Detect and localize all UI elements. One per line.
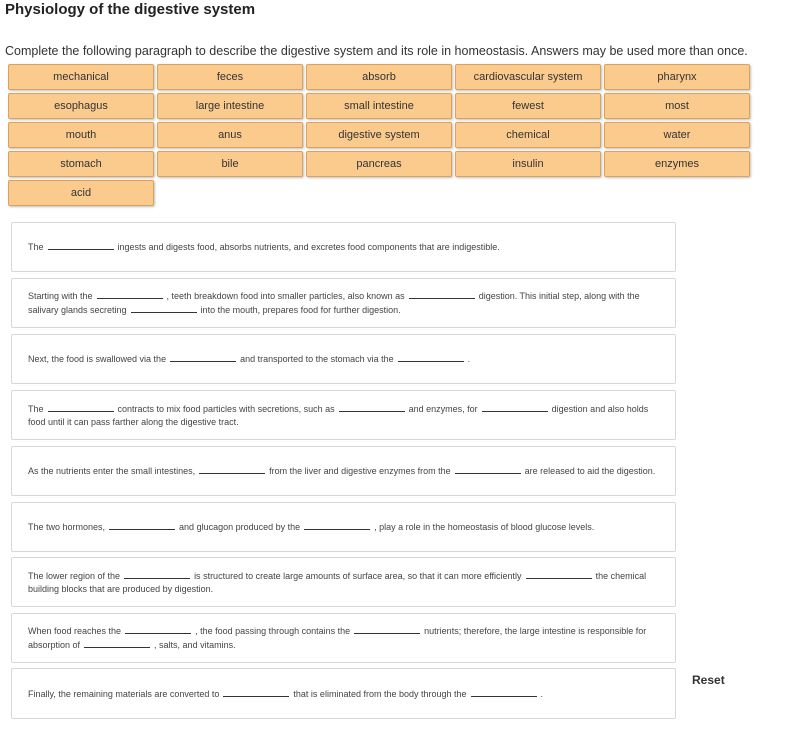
sentence-box-9 (11, 668, 676, 719)
answer-blank[interactable] (48, 240, 114, 250)
answer-blank[interactable] (471, 687, 537, 697)
word-chip-water[interactable]: water (604, 122, 750, 148)
sentence-text: The lower region of the is structured to create large amounts of surface area, so that it can more efficiently the chemical building blocks that are produced by digestion. (28, 570, 647, 594)
word-chip-pharynx[interactable]: pharynx (604, 64, 750, 90)
word-chip-absorb[interactable]: absorb (306, 64, 452, 90)
answer-blank[interactable] (48, 402, 114, 412)
word-chip-digestive-system[interactable]: digestive system (306, 122, 452, 148)
sentence-text: The two hormones, and glucagon produced by the , play a role in the homeostasis of blood glucose levels. (28, 522, 595, 532)
word-chip-mechanical[interactable]: mechanical (8, 64, 154, 90)
word-chip-most[interactable]: most (604, 93, 750, 119)
sentence-box-4 (11, 390, 676, 440)
sentence-text: The ingests and digests food, absorbs nutrients, and excretes food components that are indigestible. (28, 242, 500, 252)
word-chip-stomach[interactable]: stomach (8, 151, 154, 177)
word-chip-chemical[interactable]: chemical (455, 122, 601, 148)
answer-blank[interactable] (84, 638, 150, 648)
word-chip-acid[interactable]: acid (8, 180, 154, 206)
answer-blank[interactable] (455, 464, 521, 474)
word-chip-small-intestine[interactable]: small intestine (306, 93, 452, 119)
answer-blank[interactable] (398, 352, 464, 362)
sentence-box-5 (11, 446, 676, 496)
sentence-box-2 (11, 278, 676, 328)
sentence-text: Finally, the remaining materials are converted to that is eliminated from the body through the . (28, 688, 544, 699)
word-chip-insulin[interactable]: insulin (455, 151, 601, 177)
word-chip-large-intestine[interactable]: large intestine (157, 93, 303, 119)
answer-blank[interactable] (124, 569, 190, 579)
sentence-text: Next, the food is swallowed via the and transported to the stomach via the . (28, 354, 471, 364)
word-chip-cardiovascular-system[interactable]: cardiovascular system (455, 64, 601, 90)
answer-blank[interactable] (304, 520, 370, 530)
sentence-text: The contracts to mix food particles with secretions, such as and enzymes, for digestion and also holds food until it can pass farther along the digestive tract. (28, 403, 649, 427)
sentence-box-7 (11, 557, 676, 607)
sentence-text: Starting with the , teeth breakdown food into smaller particles, also known as digestion. This initial step, along with the salivary glands secreting into the mouth, prepares food for further digestion. (28, 291, 640, 315)
sentence-box-1 (11, 222, 676, 272)
word-chip-fewest[interactable]: fewest (455, 93, 601, 119)
word-bank (8, 64, 758, 206)
word-chip-mouth[interactable]: mouth (8, 122, 154, 148)
answer-blank[interactable] (526, 569, 592, 579)
word-chip-pancreas[interactable]: pancreas (306, 151, 452, 177)
answer-blank[interactable] (409, 289, 475, 299)
answer-blank[interactable] (223, 687, 289, 697)
page-title: Physiology of the digestive system (5, 1, 256, 18)
word-chip-anus[interactable]: anus (157, 122, 303, 148)
answer-blank[interactable] (170, 352, 236, 362)
sentence-box-3 (11, 334, 676, 384)
word-chip-enzymes[interactable]: enzymes (604, 151, 750, 177)
sentence-text: When food reaches the , the food passing through contains the nutrients; therefore, the large intestine is responsible for absorption of , salts, and vitamins. (28, 626, 647, 650)
sentence-text: As the nutrients enter the small intestines, from the liver and digestive enzymes from the are released to aid the digestion. (28, 466, 656, 476)
answer-blank[interactable] (199, 464, 265, 474)
answer-blank[interactable] (97, 289, 163, 299)
answer-blank[interactable] (109, 520, 175, 530)
word-chip-bile[interactable]: bile (157, 151, 303, 177)
word-chip-esophagus[interactable]: esophagus (8, 93, 154, 119)
word-chip-feces[interactable]: feces (157, 64, 303, 90)
answer-blank[interactable] (354, 624, 420, 634)
answer-blank[interactable] (482, 402, 548, 412)
instructions: Complete the following paragraph to describe the digestive system and its role in homeostasis. Answers may be used more than once. (5, 44, 748, 58)
answer-blank[interactable] (131, 303, 197, 313)
reset-button[interactable]: Reset (692, 673, 725, 687)
answer-blank[interactable] (339, 402, 405, 412)
sentence-box-6 (11, 502, 676, 552)
sentence-box-8 (11, 613, 676, 663)
answer-blank[interactable] (125, 624, 191, 634)
